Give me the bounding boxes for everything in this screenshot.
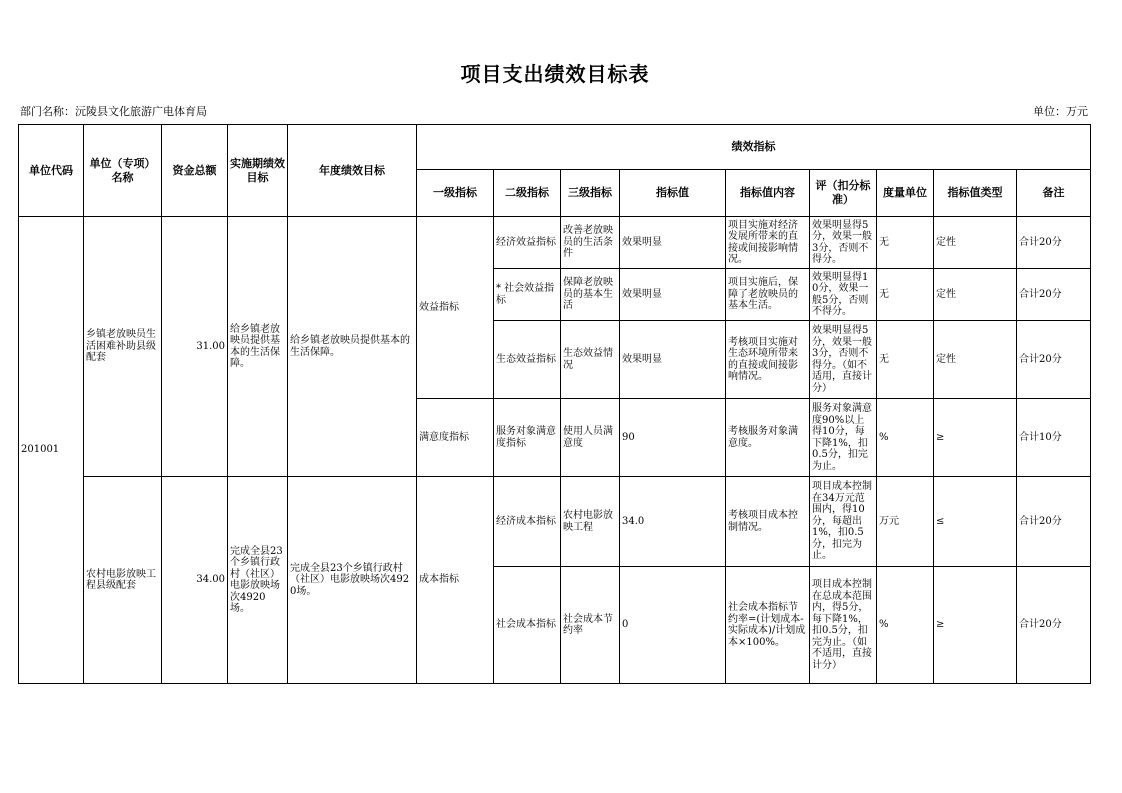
level1-cell: 效益指标 [417, 217, 494, 399]
header-scoring: 评（扣分标准） [810, 170, 877, 217]
scoring-cell: 项目成本控制在34万元范围内，得10分，每超出1%，扣0.5分，扣完为止。 [810, 477, 877, 567]
header-remark: 备注 [1017, 170, 1091, 217]
level2-cell: * 社会效益指标 [494, 269, 561, 321]
header-measure-unit: 度量单位 [877, 170, 934, 217]
content-cell: 考核项目成本控制情况。 [726, 477, 810, 567]
period-goal-cell: 给乡镇老放映员提供基本的生活保障。 [228, 217, 288, 477]
period-goal-cell: 完成全县23个乡镇行政村（社区）电影放映场次4920场。 [228, 477, 288, 684]
content-cell: 考核服务对象满意度。 [726, 399, 810, 477]
unit-cell: % [877, 567, 934, 684]
project-amount-cell: 34.00 [162, 477, 228, 684]
performance-target-table [18, 124, 1091, 684]
type-cell: 定性 [934, 321, 1017, 399]
value-cell: 效果明显 [620, 269, 726, 321]
type-cell: ≤ [934, 477, 1017, 567]
level3-cell: 保障老放映员的基本生活 [561, 269, 620, 321]
remark-cell: 合计10分 [1017, 399, 1091, 477]
type-cell: ≥ [934, 567, 1017, 684]
unit-cell: 无 [877, 269, 934, 321]
level1-cell: 满意度指标 [417, 399, 494, 477]
type-cell: 定性 [934, 217, 1017, 269]
project-amount-cell: 31.00 [162, 217, 228, 477]
header-value-content: 指标值内容 [726, 170, 810, 217]
content-cell: 社会成本指标节约率=(计划成本-实际成本)/计划成本×100%。 [726, 567, 810, 684]
table-row [19, 477, 1091, 567]
unit-label: 单位：万元 [1033, 105, 1088, 118]
remark-cell: 合计20分 [1017, 269, 1091, 321]
project-name-cell: 乡镇老放映员生活困难补助县级配套 [84, 217, 162, 477]
header-value: 指标值 [620, 170, 726, 217]
level2-cell: 社会成本指标 [494, 567, 561, 684]
value-cell: 0 [620, 567, 726, 684]
header-level1: 一级指标 [417, 170, 494, 217]
header-value-type: 指标值类型 [934, 170, 1017, 217]
type-cell: 定性 [934, 269, 1017, 321]
header-unit-code: 单位代码 [19, 125, 84, 217]
level3-cell: 生态效益情况 [561, 321, 620, 399]
remark-cell: 合计20分 [1017, 477, 1091, 567]
unit-code-cell: 201001 [19, 217, 84, 684]
header-unit-name: 单位（专项）名称 [84, 125, 162, 217]
scoring-cell: 项目成本控制在总成本范围内，得5分，每下降1%，扣0.5分，扣完为止。（如不适用，直接计分） [810, 567, 877, 684]
level3-cell: 改善老放映员的生活条件 [561, 217, 620, 269]
page-title: 项目支出绩效目标表 [460, 62, 650, 86]
level1-cell: 成本指标 [417, 477, 494, 684]
content-cell: 考核项目实施对生态环境所带来的直接或间接影响情况。 [726, 321, 810, 399]
scoring-cell: 效果明显得10分，效果一般5分，否则不得分。 [810, 269, 877, 321]
table-row [19, 217, 1091, 269]
header-period-goal: 实施期绩效目标 [228, 125, 288, 217]
value-cell: 90 [620, 399, 726, 477]
remark-cell: 合计20分 [1017, 567, 1091, 684]
remark-cell: 合计20分 [1017, 217, 1091, 269]
content-cell: 项目实施对经济发展所带来的直接或间接影响情况。 [726, 217, 810, 269]
unit-cell: 无 [877, 217, 934, 269]
value-cell: 效果明显 [620, 217, 726, 269]
remark-cell: 合计20分 [1017, 321, 1091, 399]
level2-cell: 经济效益指标 [494, 217, 561, 269]
scoring-cell: 服务对象满意度90%以上得10分，每下降1%，扣0.5分，扣完为止。 [810, 399, 877, 477]
level3-cell: 社会成本节约率 [561, 567, 620, 684]
content-cell: 项目实施后，保障了老放映员的基本生活。 [726, 269, 810, 321]
level3-cell: 农村电影放映工程 [561, 477, 620, 567]
level2-cell: 生态效益指标 [494, 321, 561, 399]
header-level3: 三级指标 [561, 170, 620, 217]
value-cell: 34.0 [620, 477, 726, 567]
level2-cell: 经济成本指标 [494, 477, 561, 567]
unit-cell: 万元 [877, 477, 934, 567]
header-annual-goal: 年度绩效目标 [288, 125, 417, 217]
value-cell: 效果明显 [620, 321, 726, 399]
department-label: 部门名称：沅陵县文化旅游广电体育局 [20, 105, 207, 118]
annual-goal-cell: 完成全县23个乡镇行政村（社区）电影放映场次4920场。 [288, 477, 417, 684]
scoring-cell: 效果明显得5分，效果一般3分，否则不得分。 [810, 217, 877, 269]
header-perf-indicators: 绩效指标 [417, 125, 1091, 170]
unit-cell: % [877, 399, 934, 477]
header-level2: 二级指标 [494, 170, 561, 217]
header-total-funds: 资金总额 [162, 125, 228, 217]
level2-cell: 服务对象满意度指标 [494, 399, 561, 477]
project-name-cell: 农村电影放映工程县级配套 [84, 477, 162, 684]
type-cell: ≥ [934, 399, 1017, 477]
scoring-cell: 效果明显得5分，效果一般3分，否则不得分。（如不适用，直接计分） [810, 321, 877, 399]
level3-cell: 使用人员满意度 [561, 399, 620, 477]
annual-goal-cell: 给乡镇老放映员提供基本的生活保障。 [288, 217, 417, 477]
unit-cell: 无 [877, 321, 934, 399]
